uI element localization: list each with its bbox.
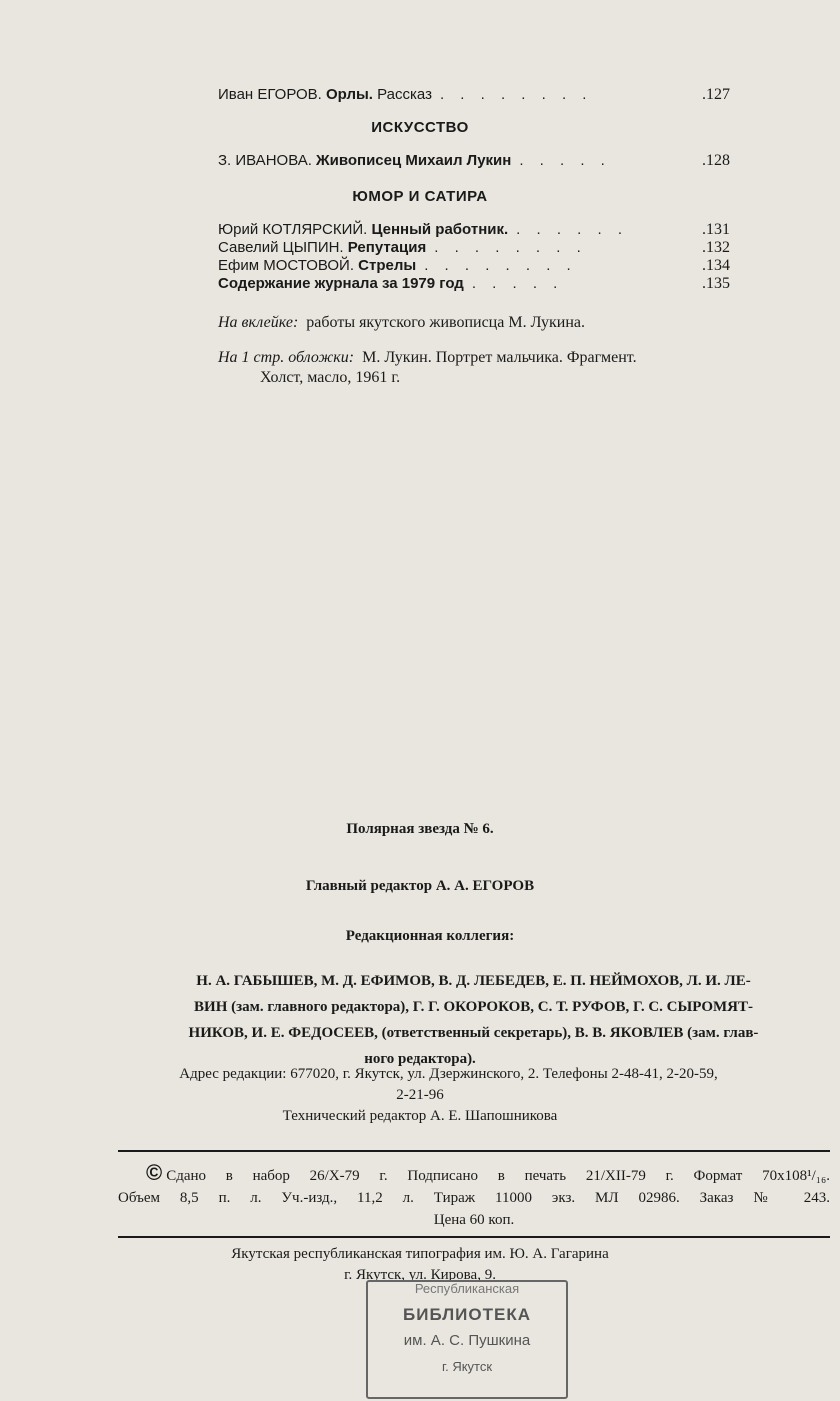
stamp-line: БИБЛИОТЕКА bbox=[403, 1305, 531, 1324]
toc-entry bbox=[218, 152, 730, 174]
insert-note-label: На вклейке: bbox=[218, 314, 299, 331]
price: Цена 60 коп. bbox=[433, 1212, 515, 1228]
toc-page-number: .132 bbox=[702, 239, 730, 256]
section-heading-art: ИСКУССТВО bbox=[371, 119, 469, 136]
toc-leader-dots: . . . . . bbox=[471, 275, 564, 292]
cover-note-text: М. Лукин. Портрет мальчика. Фрагмент. bbox=[362, 349, 637, 366]
toc-author: Ефим МОСТОВОЙ. bbox=[218, 257, 354, 274]
insert-note bbox=[218, 313, 585, 333]
toc-leader-dots: . . . . . . . . bbox=[439, 86, 593, 103]
print-details-line bbox=[118, 1162, 830, 1187]
toc-leader-dots: . . . . . bbox=[519, 152, 611, 169]
chief-editor: Главный редактор А. А. ЕГОРОВ bbox=[305, 878, 535, 894]
toc-leader-dots: . . . . . . . . bbox=[434, 239, 587, 256]
print-details-text: Сдано в набор 26/Х-79 г. Подписано в печать 21/XII-79 г. Формат 70х108¹/₁₆. bbox=[166, 1168, 830, 1184]
printer-name: Якутская республиканская типография им. Ю. А. Гагарина bbox=[231, 1246, 609, 1262]
toc-leader-dots: . . . . . . bbox=[516, 221, 628, 238]
stamp-line: им. А. С. Пушкина bbox=[403, 1332, 531, 1349]
board-members-line: Н. А. ГАБЫШЕВ, М. Д. ЕФИМОВ, В. Д. ЛЕБЕДЕВ, Е. П. НЕЙМОХОВ, Л. И. ЛЕ- bbox=[196, 973, 751, 989]
toc-title: Живописец Михаил Лукин bbox=[316, 152, 512, 169]
toc-page-number: .131 bbox=[702, 221, 730, 238]
toc-genre: Рассказ bbox=[377, 86, 432, 103]
divider-rule bbox=[118, 1150, 830, 1152]
board-members-line: ВИН (зам. главного редактора), Г. Г. ОКОРОКОВ, С. Т. РУФОВ, Г. С. СЫРОМЯТ- bbox=[194, 999, 753, 1015]
toc-page-number: .134 bbox=[702, 257, 730, 274]
print-details bbox=[118, 1162, 830, 1231]
toc-author: Юрий КОТЛЯРСКИЙ. bbox=[218, 221, 368, 238]
insert-note-text: работы якутского живописца М. Лукина. bbox=[306, 314, 586, 331]
toc-author: З. ИВАНОВА. bbox=[218, 152, 312, 169]
cover-note bbox=[218, 348, 637, 368]
copyright-icon: © bbox=[146, 1160, 163, 1185]
stamp-line: г. Якутск bbox=[441, 1359, 493, 1374]
printer-address: г. Якутск, ул. Кирова, 9. bbox=[344, 1267, 496, 1283]
toc-author: Иван ЕГОРОВ. bbox=[218, 86, 322, 103]
divider-rule bbox=[118, 1236, 830, 1238]
stamp-line: Республиканская bbox=[414, 1281, 520, 1296]
editorial-phone: 2-21-96 bbox=[396, 1087, 444, 1103]
editorial-address: Адрес редакции: 677020, г. Якутск, ул. Дзержинского, 2. Телефоны 2-48-41, 2-20-59, bbox=[179, 1066, 718, 1082]
toc-author: Савелий ЦЫПИН. bbox=[218, 239, 344, 256]
library-stamp bbox=[366, 1280, 568, 1399]
cover-note-label: На 1 стр. обложки: bbox=[218, 349, 355, 366]
toc-title: Репутация bbox=[347, 239, 427, 256]
technical-editor: Технический редактор А. Е. Шапошникова bbox=[282, 1108, 558, 1124]
cover-note-line2: Холст, масло, 1961 г. bbox=[260, 369, 401, 386]
toc-entry bbox=[218, 86, 730, 108]
toc-title: Ценный работник. bbox=[371, 221, 509, 238]
toc-title: Орлы. bbox=[326, 86, 373, 103]
toc-page-number: .128 bbox=[702, 152, 730, 169]
board-label: Редакционная коллегия: bbox=[345, 928, 515, 944]
board-members-line: НИКОВ, И. Е. ФЕДОСЕЕВ, (ответственный секретарь), В. В. ЯКОВЛЕВ (зам. глав- bbox=[188, 1025, 759, 1041]
journal-issue: Полярная звезда № 6. bbox=[346, 821, 494, 837]
toc-title: Стрелы bbox=[358, 257, 417, 274]
toc-page-number: .135 bbox=[702, 275, 730, 292]
board-members-line: ного редактора). bbox=[364, 1051, 476, 1067]
toc-title: Содержание журнала за 1979 год bbox=[218, 275, 464, 292]
print-details-line: Объем 8,5 п. л. Уч.-изд., 11,2 л. Тираж 11000 экз. МЛ 02986. Заказ № 243. bbox=[118, 1190, 830, 1206]
toc-entry bbox=[218, 275, 730, 297]
toc-page-number: .127 bbox=[702, 86, 730, 103]
section-heading-humor: ЮМОР И САТИРА bbox=[352, 188, 488, 205]
toc-leader-dots: . . . . . . . . bbox=[424, 257, 577, 274]
